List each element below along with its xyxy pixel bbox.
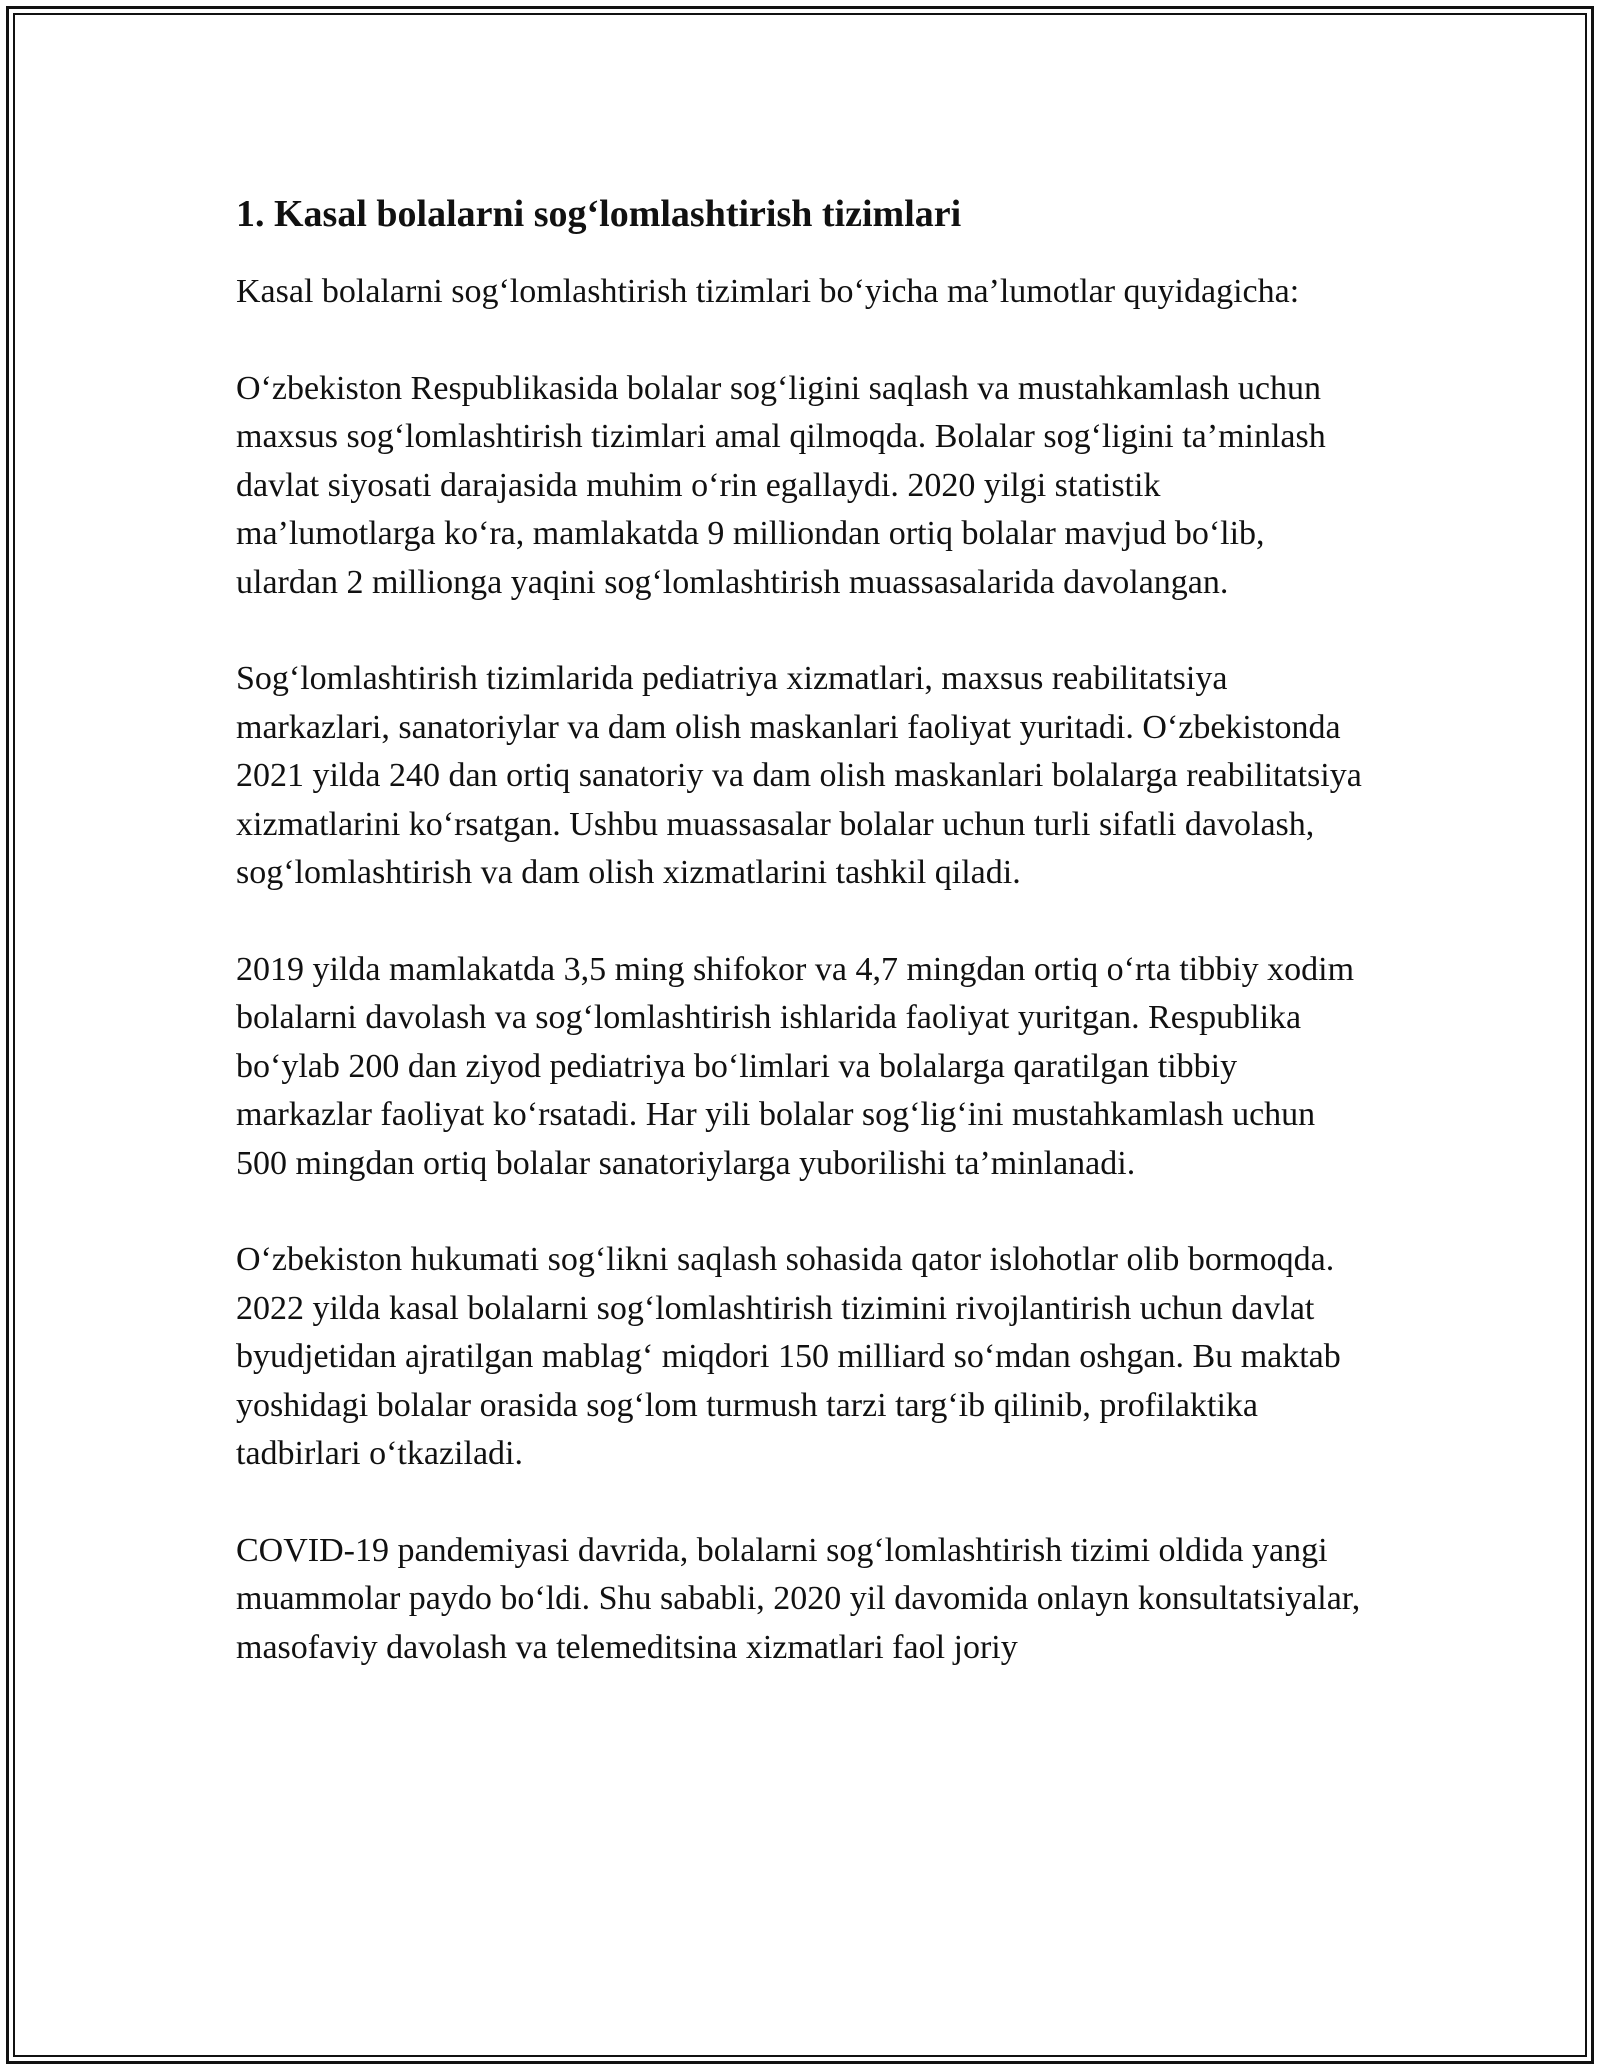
paragraph-2: Sog‘lomlashtirish tizimlarida pediatriya xizmatlari, maxsus reabilitatsiya markazlari, sanatoriylar va dam olish maskanlari faoliyat yuritadi. O‘zbekistonda 2021 yilda 240 dan ortiq sanatoriy va dam olish maskanlari bolalarga reabilitatsiya xizmatlarini ko‘rsatgan. Ushbu muassasalar bolalar uchun turli sifatli davolash, sog‘lomlashtirish va dam olish xizmatlarini tashkil qiladi. <box>236 660 1362 891</box>
paragraph-3: 2019 yilda mamlakatda 3,5 ming shifokor va 4,7 mingdan ortiq o‘rta tibbiy xodim bolalarni davolash va sog‘lomlashtirish ishlarida faoliyat yuritgan. Respublika bo‘ylab 200 dan ziyod pediatriya bo‘limlari va bolalarga qaratilgan tibbiy markazlar faoliyat ko‘rsatadi. Har yili bolalar sog‘lig‘ini mustahkamlash uchun 500 mingdan ortiq bolalar sanatoriylarga yuborilishi ta’minlanadi. <box>236 950 1355 1182</box>
paragraph-1: O‘zbekiston Respublikasida bolalar sog‘ligini saqlash va mustahkamlash uchun maxsus sog‘lomlashtirish tizimlari amal qilmoqda. Bolalar sog‘ligini ta’minlash davlat siyosati darajasida muhim o‘rin egallaydi. 2020 yilgi statistik ma’lumotlarga ko‘ra, mamlakatda 9 milliondan ortiq bolalar mavjud bo‘lib, ulardan 2 millionga yaqini sog‘lomlashtirish muassasalarida davolangan. <box>236 369 1326 601</box>
document-body <box>236 188 1368 1720</box>
paragraph-5: COVID-19 pandemiyasi davrida, bolalarni sog‘lomlashtirish tizimi oldida yangi muammolar paydo bo‘ldi. Shu sababli, 2020 yil davomida onlayn konsultatsiyalar, masofaviy davolash va telemeditsina xizmatlari faol joriy <box>236 1531 1361 1666</box>
section-heading: 1. Kasal bolalarni sog‘lomlashtirish tizimlari <box>236 193 962 235</box>
paragraph-4: O‘zbekiston hukumati sog‘likni saqlash sohasida qator islohotlar olib bormoqda. 2022 yilda kasal bolalarni sog‘lomlashtirish tizimini rivojlantirish uchun davlat byudjetidan ajratilgan mablag‘ miqdori 150 milliard so‘mdan oshgan. Bu maktab yoshidagi bolalar orasida sog‘lom turmush tarzi targ‘ib qilinib, profilaktika tadbirlari o‘tkaziladi. <box>236 1241 1341 1472</box>
paragraph-intro: Kasal bolalarni sog‘lomlashtirish tizimlari bo‘yicha ma’lumotlar quyidagicha: <box>236 273 1300 310</box>
